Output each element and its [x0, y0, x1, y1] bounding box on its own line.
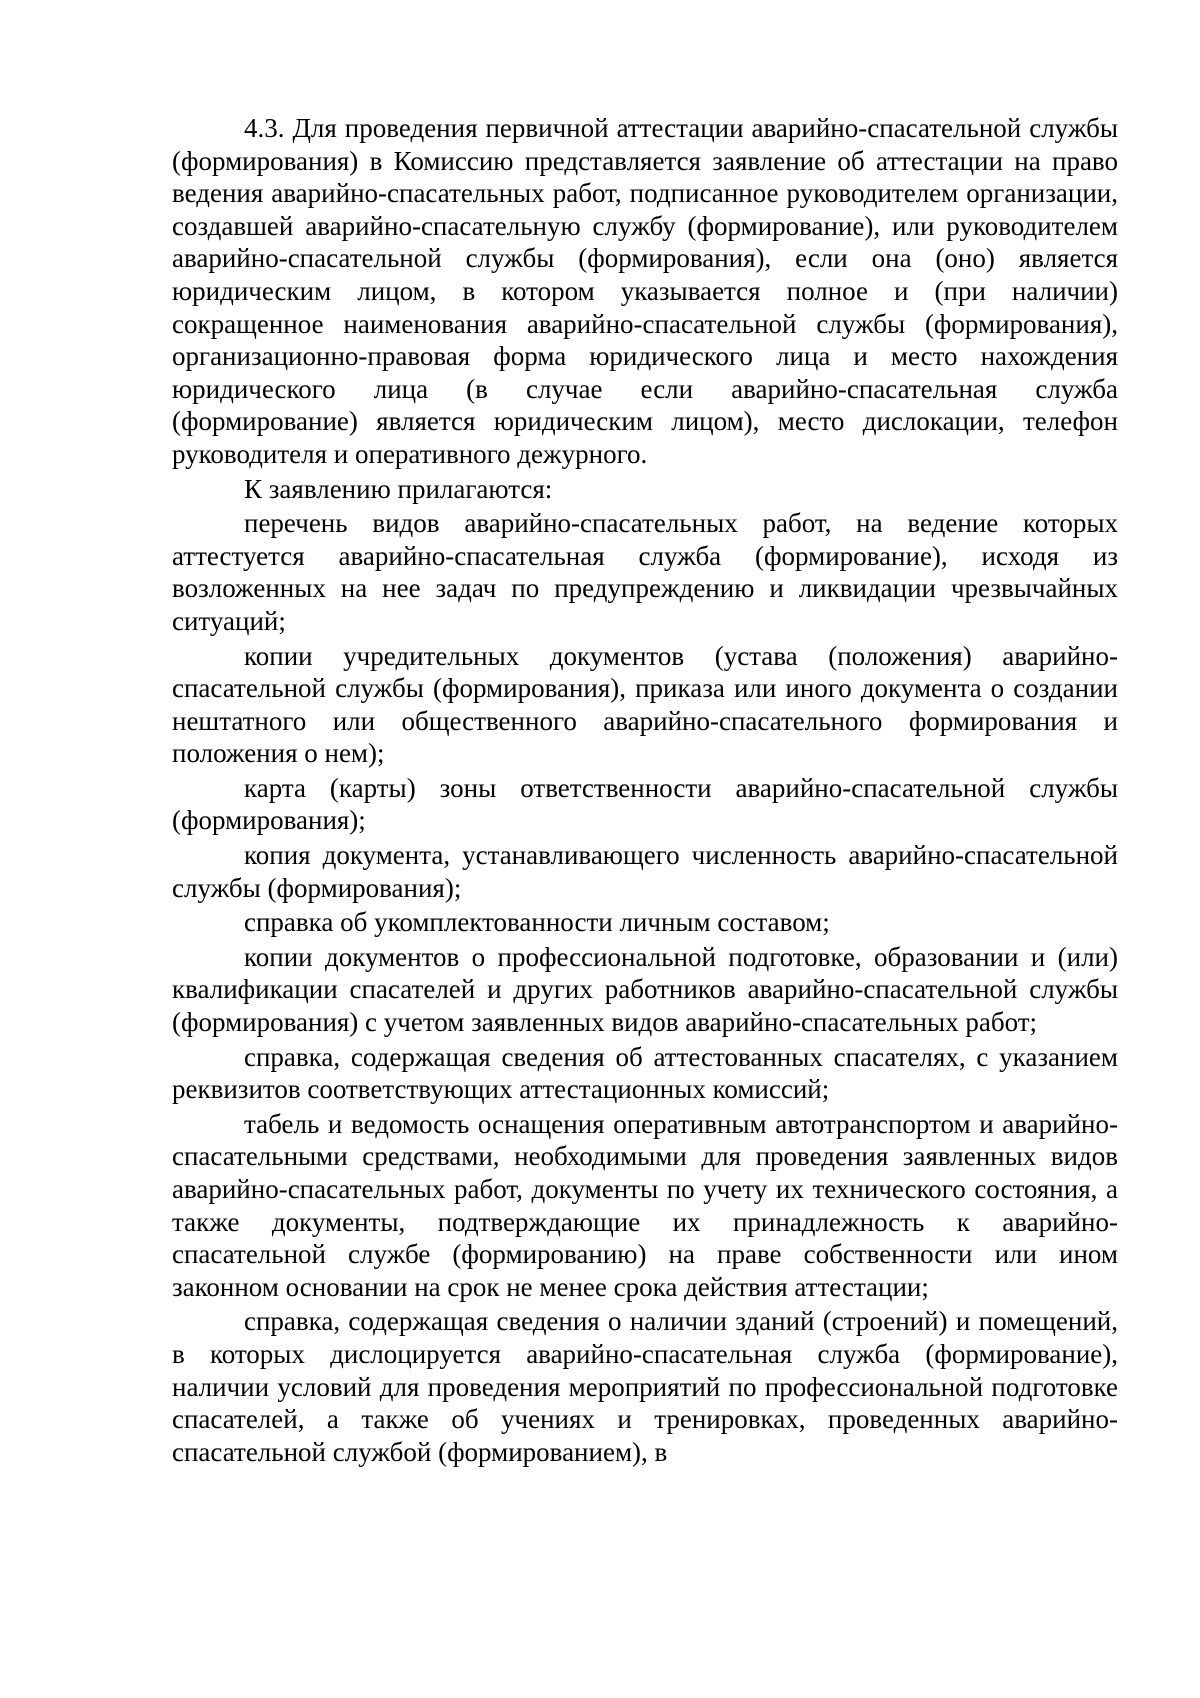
paragraph-founding-documents: копии учредительных документов (устава (положения) аварийно-спасательной службы (формирования), приказа или иного документа о создании нештатного или общественного аварийно-спасательного формирования и положения о нем);: [172, 640, 1118, 769]
paragraph-attachments-heading: К заявлению прилагаются:: [244, 473, 553, 504]
paragraph-equipment-table: табель и ведомость оснащения оперативным автотранспортом и аварийно-спасательными средствами, необходимыми для проведения заявленных видов аварийно-спасательных работ, документы по учету их технического состояния, а также документы, подтверждающие их принадлежность к аварийно-спасательной службе (формированию) на праве собственности или ином законном основании на срок не менее срока действия аттестации;: [172, 1108, 1118, 1302]
paragraph-work-types-list: перечень видов аварийно-спасательных работ, на ведение которых аттестуется аварийно-спасательная служба (формирование), исходя из возложенных на нее задач по предупреждению и ликвидации чрезвычайных ситуаций;: [172, 508, 1118, 636]
paragraph-certified-rescuers: справка, содержащая сведения об аттестованных спасателях, с указанием реквизитов соответствующих аттестационных комиссий;: [172, 1041, 1118, 1105]
paragraph-headcount-document: копия документа, устанавливающего численность аварийно-спасательной службы (формирования);: [172, 840, 1118, 903]
paragraph-staffing-certificate: справка об укомплектованности личным составом;: [244, 907, 830, 938]
paragraph-4-3-intro: 4.3. Для проведения первичной аттестации аварийно-спасательной службы (формирования) в Комиссию представляется заявление об аттестации на право ведения аварийно-спасательных работ, подписанное руководителем организации, создавшей аварийно-спасательную службу (формирование), или руководителем аварийно-спасательной службы (формирования), если она (оно) является юридическим лицом, в котором указывается полное и (при наличии) сокращенное наименования аварийно-спасательной службы (формирования), организационно-правовая форма юридического лица и место нахождения юридического лица (в случае если аварийно-спасательная служба (формирование) является юридическим лицом), место дислокации, телефон руководителя и оперативного дежурного.: [172, 113, 1118, 469]
document-body: [172, 112, 1118, 1468]
paragraph-responsibility-map: карта (карты) зоны ответственности аварийно-спасательной службы (формирования);: [172, 772, 1118, 836]
paragraph-buildings-certificate: справка, содержащая сведения о наличии зданий (строений) и помещений, в которых дислоцируется аварийно-спасательная служба (формирование), наличии условий для проведения мероприятий по профессиональной подготовке спасателей, а также об учениях и тренировках, проведенных аварийно-спасательной службой (формированием), в: [172, 1306, 1118, 1467]
paragraph-training-documents: копии документов о профессиональной подготовке, образовании и (или) квалификации спасателей и других работников аварийно-спасательной службы (формирования) с учетом заявленных видов аварийно-спасательных работ;: [172, 941, 1118, 1038]
